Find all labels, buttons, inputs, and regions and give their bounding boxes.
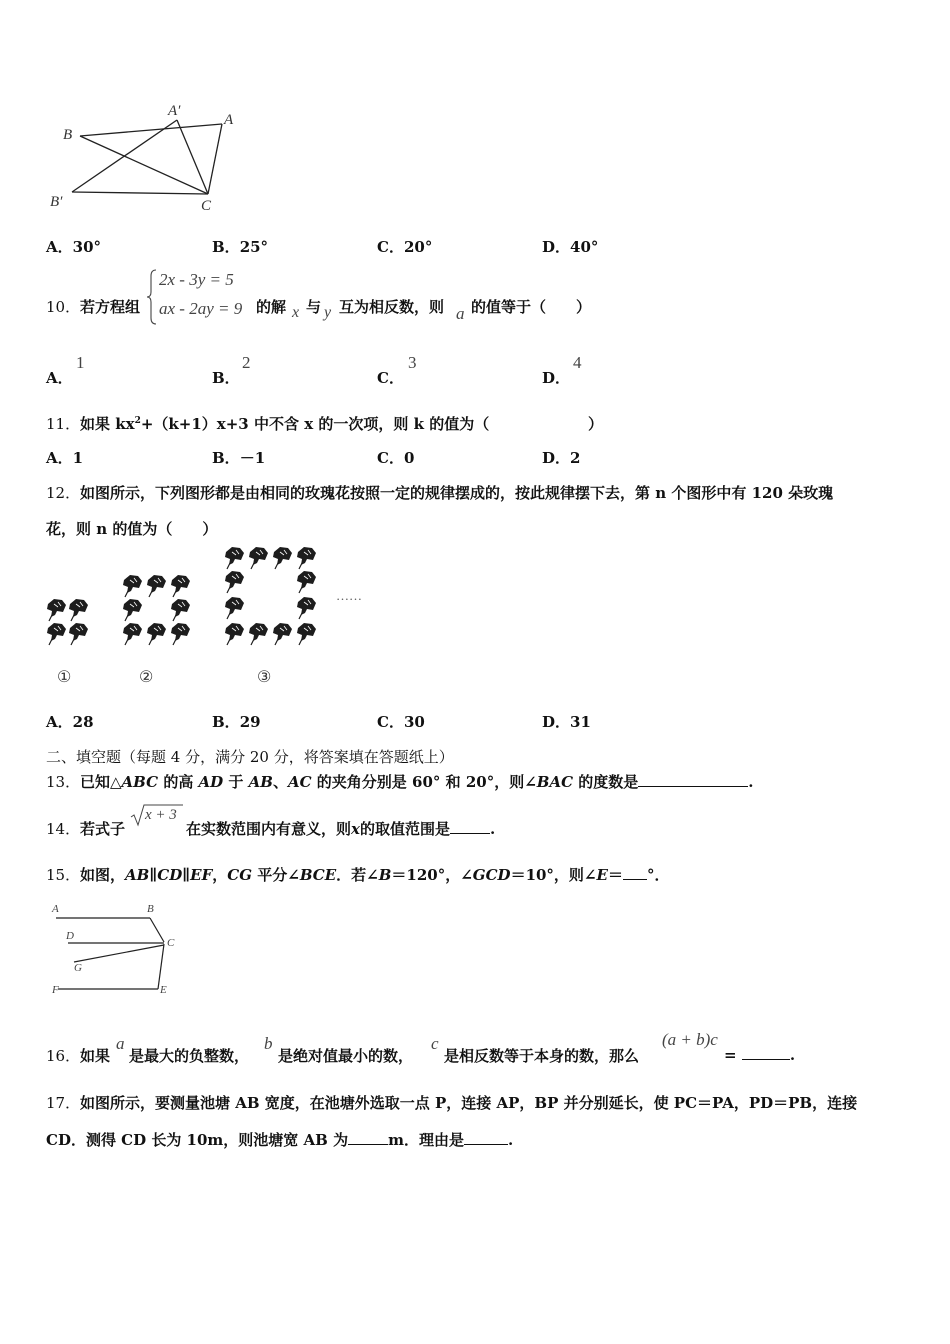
label-G: G [74,962,82,974]
q10-option-d-letter: D． [542,369,571,387]
q14-lead: 若式子 [80,820,126,838]
q10-brace [146,268,158,326]
rose-icon [147,623,166,645]
q10-number: 10． [46,298,81,316]
q10-option-c-letter: C． [377,369,404,387]
q12-option-d: D．31 [542,713,591,731]
q14-text: 在实数范围内有意义，则x的取值范围是 . [186,820,496,838]
segment-B'A' [72,120,177,192]
rose-icon [225,597,244,619]
q16-answer-blank[interactable] [742,1045,790,1060]
q14-radicand: x + 3 [145,807,177,823]
q9-figure [44,98,244,216]
rose-icon [225,571,244,593]
label-E: E [160,984,167,996]
segment-A'C [177,120,208,194]
q17-number: 17． [46,1094,81,1112]
q10-text-solution: 的解 [256,298,287,316]
q12-figure [40,540,385,692]
q11-paren-close: ） [588,415,604,433]
q14-number: 14． [46,820,81,838]
q9-option-c: C．20° [377,238,433,256]
q10-option-d-value: 4 [573,353,582,372]
q12-option-a: A．28 [46,713,94,731]
line-GC [74,945,164,962]
q16-var-a: a [116,1034,125,1053]
ellipsis: …… [336,588,362,603]
q11-option-c: C．0 [377,449,415,467]
label-F: F [52,984,59,996]
rose-icon [47,599,66,621]
q17-answer-blank-1[interactable] [348,1130,388,1145]
rose-icon [171,599,190,621]
label-B: B [147,903,154,915]
q10-option-a-letter: A． [46,369,73,387]
label-B-prime: B′ [50,194,63,210]
q13-text: 已知△ABC 的高 AD 于 AB、AC 的夹角分别是 60° 和 20°，则∠BAC 的度数是 . [80,773,754,791]
q12-option-b: B．29 [212,713,261,731]
q12-option-c: C．30 [377,713,425,731]
rose-icon [225,623,244,645]
q11-text: 如果 $kx^2+(k+1)x+3$ 中不含 x 的一次项，则 k 的值为（ [80,415,490,433]
q11-option-a: A．1 [46,449,84,467]
q15-answer-blank[interactable] [623,865,647,880]
rose-icon [47,623,66,645]
rose-icon [123,599,142,621]
line-CE [158,944,164,989]
q16-number: 16． [46,1047,81,1065]
q10-text-and: 与 [306,298,322,316]
segment-B'C [72,192,208,194]
line-BC [150,918,164,942]
q15-text: 如图，AB∥CD∥EF，CG 平分∠BCE．若∠B＝120°，∠GCD＝10°，则∠E＝ °． [80,866,670,884]
q10-option-a-value: 1 [76,353,85,372]
q12-number: 12． [46,484,81,502]
fig-label-1: ① [57,669,72,686]
q10-equation-1: 2x - 3y = 5 [159,270,234,289]
q16-text-a: 是最大的负整数， [129,1047,250,1065]
q11-number: 11． [46,415,81,433]
rose-icon [297,597,316,619]
q10-var-y: y [324,304,332,321]
q10-var-x: x [292,304,300,321]
rose-icon [273,547,292,569]
rose-icon [249,623,268,645]
q17-answer-blank-2[interactable] [464,1130,508,1145]
segment-BA [80,124,222,136]
rose-icon [249,547,268,569]
q17-line-1: 如图所示，要测量池塘 AB 宽度，在池塘外选取一点 P，连接 AP，BP 并分别延长，使 PC＝PA，PD＝PB，连接 [80,1094,858,1112]
rose-icon [225,547,244,569]
rose-icon [297,571,316,593]
q15-number: 15． [46,866,81,884]
section-2-heading: 二、填空题（每题 4 分，满分 20 分，将答案填在答题纸上） [46,748,454,766]
q13-answer-blank[interactable] [638,772,748,787]
q16-lead: 如果 [80,1047,111,1065]
q10-option-b-value: 2 [242,353,251,372]
label-A: A [224,112,234,128]
label-B: B [63,127,73,143]
q9-option-b: B．25° [212,238,269,256]
fig-label-2: ② [139,669,154,686]
q10-equation-2: ax - 2ay = 9 [159,299,243,318]
rose-icon [297,623,316,645]
label-C: C [201,198,212,214]
q16-answer: = . [724,1046,796,1064]
fig-label-3: ③ [257,669,272,686]
q12-line-1: 如图所示，下列图形都是由相同的玫瑰花按照一定的规律摆成的，按此规律摆下去，第 n 个图形中有 120 朵玫瑰 [80,484,834,502]
q9-option-a: A．30° [46,238,102,256]
q10-text-opposite: 互为相反数，则 [339,298,445,316]
label-C: C [167,937,175,949]
segment-BC [80,136,208,194]
q10-tail: 的值等于（ ） [471,298,592,316]
q16-expression: (a + b)c [662,1030,718,1049]
q16-text-c: 是相反数等于本身的数，那么 [444,1047,640,1065]
rose-icon [147,575,166,597]
label-A-prime: A′ [168,103,181,119]
label-D: D [66,930,74,942]
q16-text-b: 是绝对值最小的数， [278,1047,414,1065]
rose-icon [171,575,190,597]
q13-number: 13． [46,773,81,791]
q11-option-b: B．－1 [212,449,266,467]
q9-option-d: D．40° [542,238,599,256]
rose-icon [69,599,88,621]
rose-icon [273,623,292,645]
segment-AC [208,124,222,194]
q14-answer-blank[interactable] [450,819,490,834]
q16-var-b: b [264,1034,273,1053]
rose-icon [171,623,190,645]
rose-icon [297,547,316,569]
q16-var-c: c [431,1034,439,1053]
rose-icon [69,623,88,645]
rose-icon [123,575,142,597]
label-A: A [52,903,59,915]
q10-var-a: a [456,304,465,323]
q11-option-d: D．2 [542,449,581,467]
q10-lead: 若方程组 [80,298,141,316]
q15-figure [44,898,194,1002]
q12-line-2: 花，则 n 的值为（ ） [46,520,218,538]
rose-icon [123,623,142,645]
q10-option-b-letter: B． [212,369,240,387]
q17-line-2: CD．测得 CD 长为 10m，则池塘宽 AB 为 m．理由是 . [46,1131,514,1149]
q10-option-c-value: 3 [408,353,417,372]
